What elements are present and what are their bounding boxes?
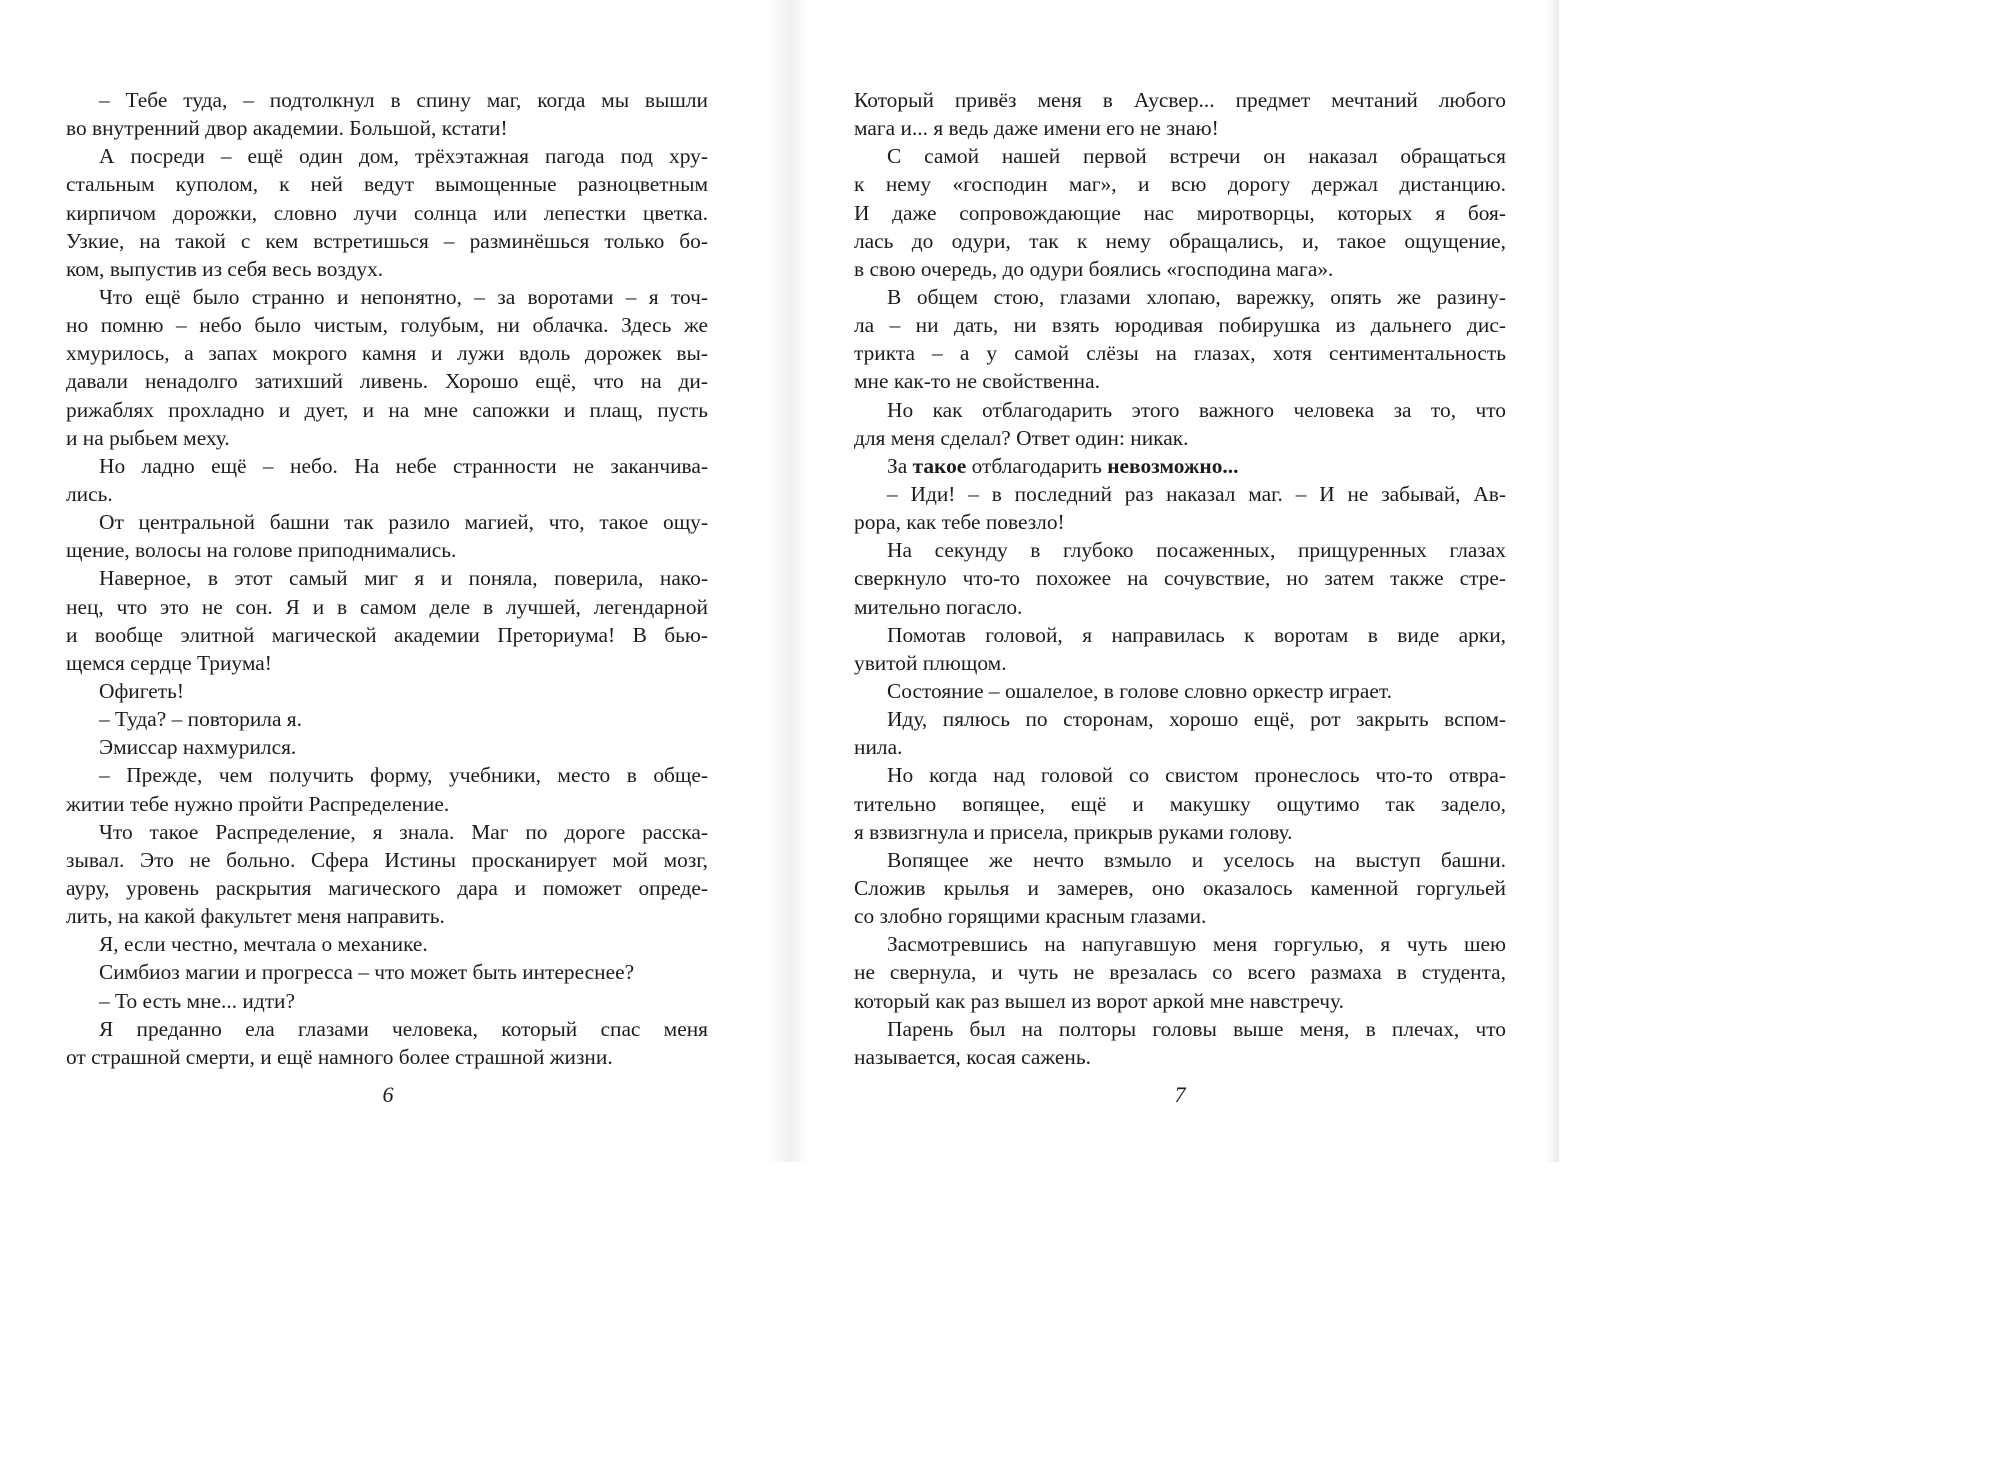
text-line: и на рыбьем меху. xyxy=(66,425,230,450)
text-line: зывал. Это не больно. Сфера Истины просканирует мой мозг, xyxy=(66,847,708,872)
text-line: тительно вопящее, ещё и макушку ощутимо так задело, xyxy=(854,791,1506,816)
text-line: лась до одури, так к нему обращались, и, такое ощущение, xyxy=(854,228,1506,253)
text-line: Наверное, в этот самый миг я и поняла, поверила, нако- xyxy=(99,566,708,591)
text-line: нец, что это не сон. Я и в самом деле в лучшей, легендарной xyxy=(66,594,708,619)
text-line: В общем стою, глазами хлопаю, варежку, опять же разину- xyxy=(887,284,1506,309)
text-line: я взвизгнула и присела, прикрыв руками голову. xyxy=(854,819,1293,844)
text-line: Офигеть! xyxy=(99,678,184,703)
text-line: Засмотревшись на напугавшую меня горгулью, я чуть шею xyxy=(887,932,1506,957)
text-line: рора, как тебе повезло! xyxy=(854,510,1065,535)
text-line: Но ладно ещё – небо. На небе странности не заканчива- xyxy=(99,453,708,478)
text-line: не свернула, и чуть не врезалась со всего размаха в студента, xyxy=(854,960,1506,985)
text-line: в свою очередь, до одури боялись «господина мага». xyxy=(854,256,1334,281)
text-line: От центральной башни так разило магией, что, такое ощу- xyxy=(99,510,708,535)
text-line: Сложив крылья и замерев, оно оказалось каменной горгульей xyxy=(854,875,1506,900)
text-run: За xyxy=(887,453,908,478)
text-line: щемся сердце Триума! xyxy=(66,650,272,675)
text-line: Который привёз меня в Аусвер... предмет мечтаний любого xyxy=(854,88,1506,112)
text-line: Я, если честно, мечтала о механике. xyxy=(99,932,428,957)
text-line: мне как-то не свойственна. xyxy=(854,369,1100,394)
text-line: Что ещё было странно и непонятно, – за воротами – я точ- xyxy=(99,284,708,309)
text-line: А посреди – ещё один дом, трёхэтажная пагода под хру- xyxy=(99,144,708,169)
text-line: Эмиссар нахмурился. xyxy=(99,735,297,760)
text-line: увитой плющом. xyxy=(854,650,1007,675)
text-line: называется, косая сажень. xyxy=(854,1044,1091,1069)
text-line: Что такое Распределение, я знала. Маг по дороге расска- xyxy=(99,819,708,844)
text-line: и вообще элитной магической академии Преториума! В бью- xyxy=(66,622,708,647)
text-line: хмурилось, а запах мокрого камня и лужи вдоль дорожек вы- xyxy=(66,341,708,366)
text-line: мительно погасло. xyxy=(854,594,1023,619)
text-line: который как раз вышел из ворот аркой мне навстречу. xyxy=(854,988,1344,1013)
text-line xyxy=(854,452,1506,480)
text-line: от страшной смерти, и ещё намного более страшной жизни. xyxy=(66,1044,613,1069)
bold-word: невозможно... xyxy=(1107,453,1239,478)
text-line: для меня сделал? Ответ один: никак. xyxy=(854,425,1189,450)
text-line: лить, на какой факультет меня направить. xyxy=(66,904,445,929)
text-line: Но когда над головой со свистом пронеслось что-то отвра- xyxy=(887,763,1506,788)
left-page xyxy=(0,0,780,1162)
text-line: Я преданно ела глазами человека, который спас меня xyxy=(99,1016,708,1041)
text-line: Но как отблагодарить этого важного человека за то, что xyxy=(887,397,1506,422)
text-line: мага и... я ведь даже имени его не знаю! xyxy=(854,116,1219,141)
text-line: со злобно горящими красным глазами. xyxy=(854,904,1207,929)
text-line: кирпичом дорожки, словно лучи солнца или лепестки цветка. xyxy=(66,200,708,225)
text-line: житии тебе нужно пройти Распределение. xyxy=(66,791,450,816)
right-page-text xyxy=(854,86,1506,1071)
text-line: Иду, пялюсь по сторонам, хорошо ещё, рот закрыть вспом- xyxy=(887,707,1506,732)
text-line: Парень был на полторы головы выше меня, в плечах, что xyxy=(887,1016,1506,1041)
text-line: Помотав головой, я направилась к воротам в виде арки, xyxy=(887,622,1506,647)
text-line: – Туда? – повторила я. xyxy=(99,707,302,732)
text-line: Состояние – ошалелое, в голове словно оркестр играет. xyxy=(887,678,1392,703)
bold-word: такое xyxy=(912,453,967,478)
text-line: рижаблях прохладно и дует, и на мне сапожки и плащ, пусть xyxy=(66,397,708,422)
left-page-text xyxy=(66,86,708,1071)
text-line: к нему «господин маг», и всю дорогу держал дистанцию. xyxy=(854,172,1506,197)
text-line: но помню – небо было чистым, голубым, ни облачка. Здесь же xyxy=(66,313,708,338)
text-line: Вопящее же нечто взмыло и уселось на выступ башни. xyxy=(887,847,1506,872)
text-line: – Прежде, чем получить форму, учебники, место в обще- xyxy=(99,763,708,788)
text-line: лись. xyxy=(66,481,113,506)
text-line: – То есть мне... идти? xyxy=(99,988,296,1013)
text-line: стальным куполом, к ней ведут вымощенные разноцветным xyxy=(66,172,708,197)
left-page-number: 6 xyxy=(382,1082,394,1107)
right-page xyxy=(790,0,1559,1162)
text-line: ла – ни дать, ни взять юродивая побирушка из дальнего дис- xyxy=(854,313,1506,338)
text-line: сверкнуло что-то похожее на сочувствие, но затем также стре- xyxy=(854,566,1506,591)
text-line: Узкие, на такой с кем встретишься – разминёшься только бо- xyxy=(66,228,708,253)
text-line: во внутренний двор академии. Большой, кстати! xyxy=(66,116,508,141)
text-line: ком, выпустив из себя весь воздух. xyxy=(66,256,384,281)
page-edge xyxy=(1545,0,1559,1162)
text-line: – Тебе туда, – подтолкнул в спину маг, когда мы вышли xyxy=(99,88,708,112)
text-run: отблагодарить xyxy=(971,453,1102,478)
right-page-number: 7 xyxy=(1174,1082,1186,1107)
text-line: ауру, уровень раскрытия магического дара и поможет опреде- xyxy=(66,875,708,900)
text-line: трикта – а у самой слёзы на глазах, хотя сентиментальность xyxy=(854,341,1506,366)
text-line: нила. xyxy=(854,735,903,760)
text-line: – Иди! – в последний раз наказал маг. – И не забывай, Ав- xyxy=(887,481,1506,506)
text-line: щение, волосы на голове приподнимались. xyxy=(66,538,457,563)
text-line: давали ненадолго затихший ливень. Хорошо ещё, что на ди- xyxy=(66,369,708,394)
text-line: На секунду в глубоко посаженных, прищуренных глазах xyxy=(887,538,1506,563)
text-line: Симбиоз магии и прогресса – что может быть интереснее? xyxy=(99,960,635,985)
text-line: С самой нашей первой встречи он наказал обращаться xyxy=(887,144,1506,169)
text-line: И даже сопровождающие нас миротворцы, которых я боя- xyxy=(854,200,1506,225)
